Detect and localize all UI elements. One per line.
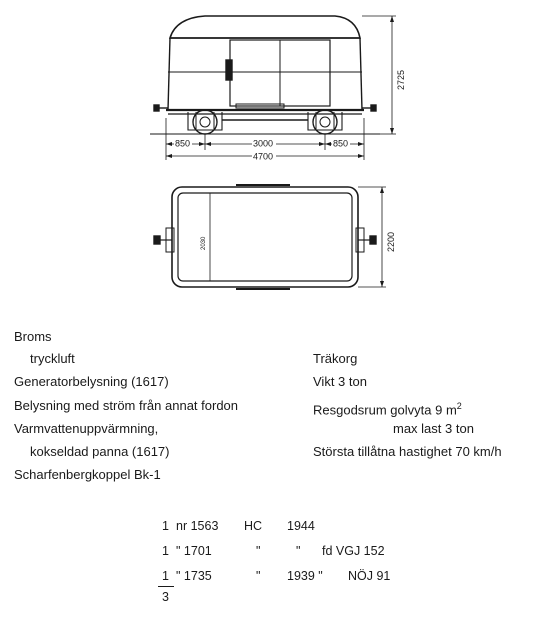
dim-wheelbase: 3000	[253, 138, 274, 149]
spec-kokseldad: kokseldad panna (1617)	[30, 444, 170, 459]
reg-row1-year: 1944	[287, 519, 315, 533]
reg-row1-count: 1	[162, 519, 169, 533]
dim-plan-inner-width: 2030	[201, 236, 207, 250]
reg-row2-type: "	[256, 544, 261, 558]
spec-tryckluft: tryckluft	[30, 351, 75, 366]
spec-trakorg: Träkorg	[313, 351, 358, 366]
reg-total: 3	[162, 590, 169, 604]
reg-row2-nr: " 1701	[176, 544, 212, 558]
reg-row3-year: 1939 "	[287, 569, 323, 583]
dim-overall-length: 4700	[253, 151, 274, 162]
reg-row3-type: "	[256, 569, 261, 583]
spec-vikt: Vikt 3 ton	[313, 374, 367, 389]
dim-height: 2725	[396, 69, 406, 90]
spec-broms: Broms	[14, 329, 52, 344]
spec-koppel: Scharfenbergkoppel Bk-1	[14, 467, 161, 482]
reg-row2-count: 1	[162, 544, 169, 558]
reg-row2-year: "	[296, 544, 301, 558]
reg-row3-nr: " 1735	[176, 569, 212, 583]
side-view	[150, 16, 380, 134]
spec-maxlast: max last 3 ton	[393, 421, 474, 436]
reg-row2-note: fd VGJ 152	[322, 544, 385, 558]
registry-sum-line	[158, 586, 174, 587]
spec-resgods	[313, 398, 462, 418]
plan-view	[154, 185, 376, 289]
dim-rear-overhang: 850	[333, 138, 349, 149]
reg-row1-type: HC	[244, 519, 263, 533]
reg-row1-nr: nr 1563	[176, 519, 219, 533]
reg-row3-note: NÖJ 91	[348, 569, 391, 583]
spec-belysning: Belysning med ström från annat fordon	[14, 398, 239, 413]
spec-varmvatten: Varmvattenuppvärmning,	[14, 421, 159, 436]
reg-row3-count: 1	[162, 569, 169, 583]
spec-hastighet: Största tillåtna hastighet 70 km/h	[313, 444, 502, 459]
spec-resgods-sup: 2	[456, 401, 462, 411]
spec-generator: Generatorbelysning (1617)	[14, 374, 169, 389]
spec-resgods-text: Resgodsrum golvyta 9 m	[313, 402, 457, 418]
dim-front-overhang: 850	[175, 138, 191, 149]
dim-plan-width: 2200	[386, 231, 396, 252]
